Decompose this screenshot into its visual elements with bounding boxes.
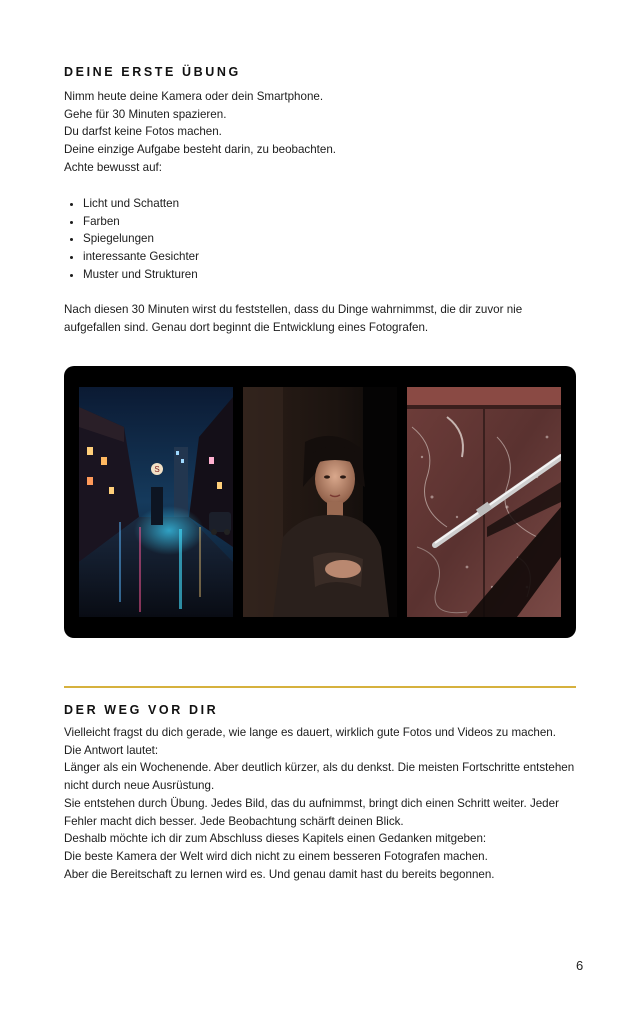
night-street-photo	[79, 387, 233, 617]
text-line: Gehe für 30 Minuten spazieren.	[64, 107, 227, 121]
svg-text:S: S	[154, 465, 160, 474]
list-item: • Spiegelungen	[83, 230, 199, 248]
text-line: Achte bewusst auf:	[64, 160, 162, 174]
page-number: 6	[576, 958, 584, 973]
photo-gallery	[64, 366, 576, 638]
text-line: Nimm heute deine Kamera oder dein Smartphone.	[64, 90, 324, 103]
text-line: Nach diesen 30 Minuten wirst du feststellen, dass du Dinge wahrnimmst, die dir zuvor nie	[64, 303, 523, 316]
text-line: Deshalb möchte ich dir zum Abschluss dieses Kapitels einen Gedanken mitgeben:	[64, 832, 487, 846]
section-heading-path-ahead: DER WEG VOR DIR	[64, 703, 219, 717]
marble-handrail-photo	[407, 387, 561, 617]
text-line: nicht durch neue Ausrüstung.	[64, 779, 215, 793]
text-line: aufgefallen sind. Genau dort beginnt die Entwicklung eines Fotografen.	[64, 320, 429, 334]
list-item: • Muster und Strukturen	[83, 266, 199, 284]
list-item: • interessante Gesichter	[83, 248, 199, 266]
exercise-intro-text	[64, 88, 584, 177]
text-line: Fehler macht dich besser. Jede Beobachtung schärft deinen Blick.	[64, 814, 404, 828]
section-heading-first-exercise: DEINE ERSTE ÜBUNG	[64, 65, 241, 79]
section-divider	[64, 686, 576, 688]
text-line: Deine einzige Aufgabe besteht darin, zu beobachten.	[64, 143, 337, 157]
text-line: Länger als ein Wochenende. Aber deutlich kürzer, als du denkst. Die meisten Fortschritte entstehen	[64, 761, 575, 775]
text-line: Sie entstehen durch Übung. Jedes Bild, das du aufnimmst, bringt dich einen Schritt weiter. Jeder	[64, 796, 559, 810]
text-line: Die Antwort lautet:	[64, 743, 159, 757]
exercise-outro-text	[64, 301, 584, 336]
woman-portrait-photo	[243, 387, 397, 617]
list-item: • Farben	[83, 213, 199, 231]
text-line: Die beste Kamera der Welt wird dich nicht zu einem besseren Fotografen machen.	[64, 849, 488, 863]
text-line: Aber die Bereitschaft zu lernen wird es. Und genau damit hast du bereits begonnen.	[64, 867, 495, 881]
text-line: Vielleicht fragst du dich gerade, wie lange es dauert, wirklich gute Fotos und Videos zu machen.	[64, 726, 556, 739]
path-ahead-text	[64, 724, 584, 883]
observation-list	[64, 195, 199, 284]
list-item: • Licht und Schatten	[83, 195, 199, 213]
text-line: Du darfst keine Fotos machen.	[64, 125, 222, 139]
